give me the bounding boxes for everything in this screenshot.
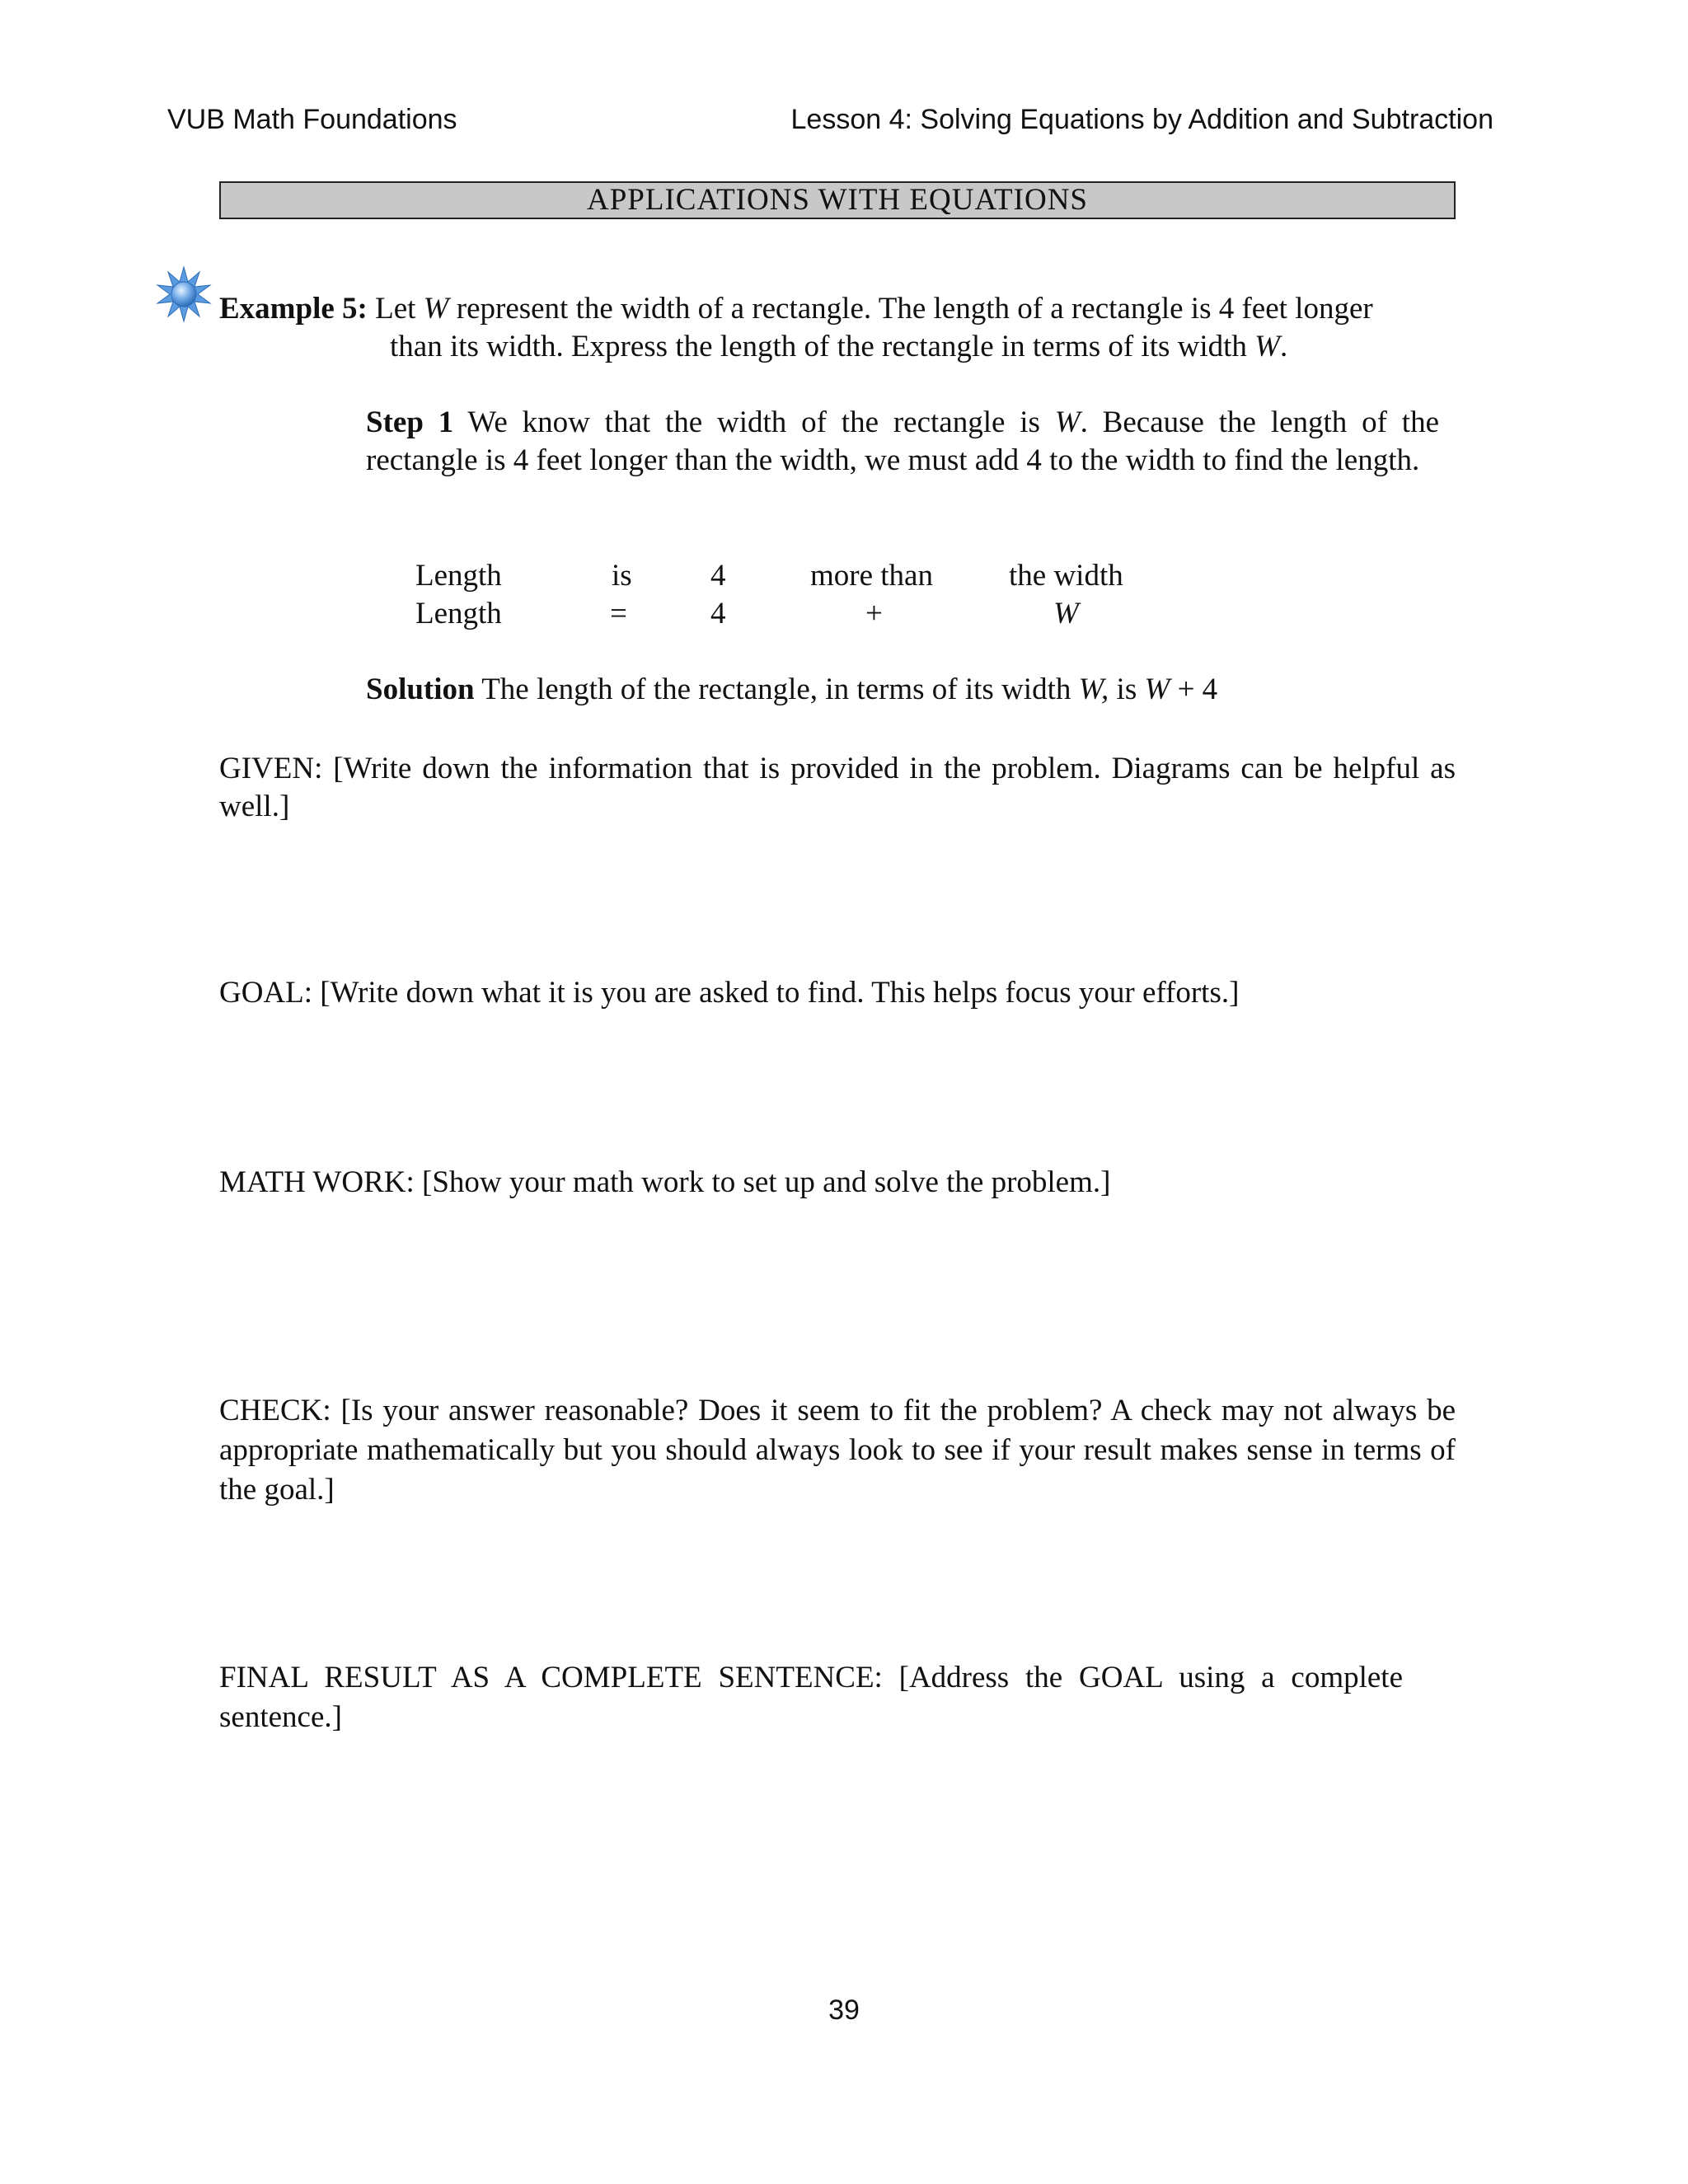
step-1-variable: W	[1054, 405, 1081, 439]
example-line-2	[390, 328, 1287, 366]
table-cell: Length	[415, 597, 502, 630]
example-variable-2: W	[1254, 330, 1280, 363]
goal-prompt: GOAL: [Write down what it is you are asked to find. This helps focus your efforts.]	[219, 976, 1240, 1010]
running-header-left: VUB Math Foundations	[167, 104, 457, 135]
solution-expr-var: W	[1144, 673, 1170, 706]
solution-line	[366, 671, 1217, 709]
table-cell: more than	[810, 559, 933, 593]
solution-text-a: The length of the rectangle, in terms of its width	[474, 673, 1079, 706]
table-cell: Length	[415, 559, 502, 593]
solution-variable: W,	[1078, 673, 1109, 706]
step-1-text-b: . Because the length of the rectangle is 4 feet longer than the width, we must add 4 to the width to find the length.	[366, 405, 1439, 477]
check-prompt: CHECK: [Is your answer reasonable? Does it seem to fit the problem? A check may not always be appropriate mathematically but you should always look to see if your result makes sense in terms of the goal.]	[219, 1394, 1456, 1507]
translation-table	[0, 557, 1688, 633]
table-cell: 4	[710, 559, 726, 593]
running-header-right: Lesson 4: Solving Equations by Addition and Subtraction	[790, 104, 1493, 135]
table-cell: W	[1053, 597, 1079, 630]
given-prompt: GIVEN: [Write down the information that is provided in the problem. Diagrams can be helpful as well.]	[219, 752, 1456, 823]
example-variable: W	[423, 292, 449, 326]
table-cell: is	[612, 559, 632, 593]
step-1-label: Step 1	[366, 405, 454, 439]
example-text-a: Let	[375, 292, 424, 326]
example-text-c: than its width. Express the length of the rectangle in terms of its width	[390, 330, 1255, 363]
step-1-text-a: We know that the width of the rectangle is	[453, 405, 1055, 439]
solution-label: Solution	[366, 673, 475, 706]
step-1-paragraph	[366, 404, 1439, 480]
sun-icon	[155, 265, 213, 323]
example-label: Example 5:	[219, 292, 368, 326]
table-cell: the width	[1009, 559, 1123, 593]
page-number: 39	[828, 1994, 860, 2026]
example-line-1	[219, 290, 1456, 328]
math-work-prompt: MATH WORK: [Show your math work to set up and solve the problem.]	[219, 1165, 1111, 1199]
example-text-b: represent the width of a rectangle. The length of a rectangle is 4 feet longer	[448, 292, 1373, 326]
table-cell: +	[865, 597, 883, 630]
table-cell: 4	[710, 597, 726, 630]
example-text-d: .	[1279, 330, 1288, 363]
final-result-prompt: FINAL RESULT AS A COMPLETE SENTENCE: [Address the GOAL using a complete sentence.]	[219, 1661, 1403, 1734]
table-cell: =	[610, 597, 627, 630]
section-title: APPLICATIONS WITH EQUATIONS	[219, 181, 1456, 219]
solution-text-b: is	[1109, 673, 1145, 706]
solution-expr-rest: + 4	[1170, 673, 1218, 706]
